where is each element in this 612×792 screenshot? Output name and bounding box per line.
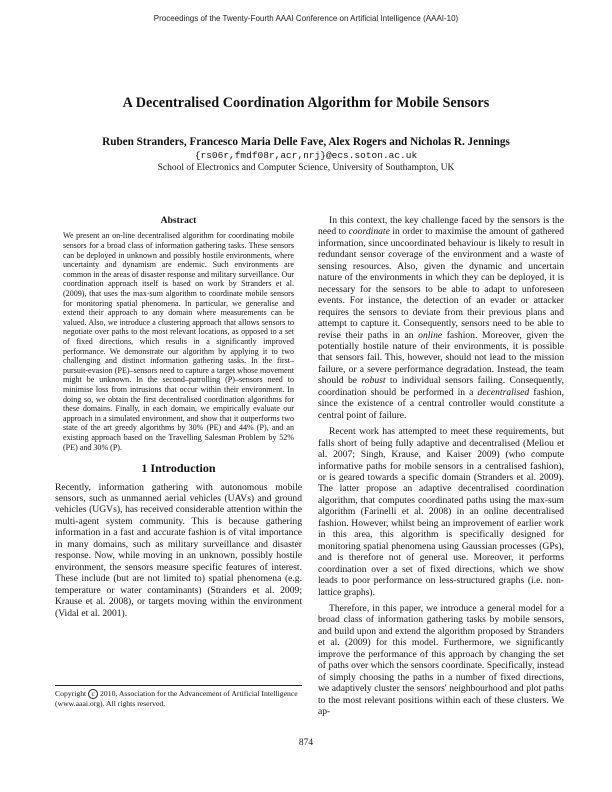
author-names: Ruben Stranders, Francesco Maria Delle Fave, Alex Rogers and Nicholas R. Jennings — [102, 136, 510, 148]
text-run: to individual sensors failing. Consequently, coordination should be performed in a — [318, 375, 564, 398]
left-column — [55, 215, 302, 619]
text-run: fashion, since the existence of a central controller would constitute a central point of failure. — [318, 386, 564, 421]
intro-paragraph-1: Recently, information gathering with autonomous mobile sensors, such as unmanned aerial vehicles (UAVs) and ground vehicles (UGVs), has received considerable attention within the multi-agent system community. This is because gathering information in a fast and accurate fashion is of vital importance in many domains, such as military surveillance and disaster response. Now, while moving in an unknown, possibly hostile environment, the sensors measure specific features of interest. These include (but are not limited to) spatial phenomena (e.g. temperature or water contaminants) (Stranders et al. 2009; Krause et al. 2008), or targets moving within the environment (Vidal et al. 2001). — [55, 481, 302, 619]
right-paragraph-2: Recent work has attempted to meet these requirements, but falls short of being fully adaptive and decentralised (Meliou et al. 2007; Singh, Krause, and Kaiser 2009) (who compute informative paths for mobile sensors in a centralised fashion), or is geared towards a specific domain (Stranders et al. 2009). The latter propose an adaptive decentralised coordination algorithm, that computes coordinated paths using the max-sum algorithm (Farinelli et al. 2008) in an online decentralised fashion. However, whilst being an improvement of earlier work in this area, this algorithm is specifically designed for monitoring spatial phenomena using Gaussian processes (GPs), and is therefore not of general use. Moreover, it performs coordination over a set of fixed directions, which we show leads to poor performance on less-structured graphs (i.e. non-lattice graphs). — [318, 426, 564, 598]
right-column — [318, 215, 564, 717]
author-affiliation: School of Electronics and Computer Science, University of Southampton, UK — [157, 163, 455, 173]
page-number: 874 — [298, 738, 314, 748]
text-run: fashion. Moreover, given the potentially hostile nature of their environments, it is possible that sensors fail. This, however, should not lead to the mission failure, or a severe performance degradation. Instead, the team should be — [318, 329, 564, 387]
text-run: in order to maximise the amount of gathered information, since uncoordinated behaviour is likely to result in redundant sensor coverage of the environment and a waste of sensing resources. Also, given the dynamic and uncertain nature of the environments in which they can be deployed, it is necessary for the sensors to be able to adapt to unforeseen events. For instance, the detection of an evader or attacker requires the sensors to deviate from their previous plans and attempt to capture it. Consequently, sensors need to be able to revise their paths in an — [318, 226, 565, 341]
abstract-heading: Abstract — [160, 215, 197, 226]
author-emails: {rs06r,fmdf08r,acr,nrj}@ecs.soton.ac.uk — [194, 150, 418, 161]
author-block — [0, 136, 612, 175]
emphasis-robust: robust — [361, 375, 386, 387]
right-paragraph-1 — [318, 215, 564, 421]
emphasis-coordinate: coordinate — [348, 226, 390, 238]
section-heading-introduction: 1 Introduction — [141, 461, 216, 476]
copyright-icon: c — [88, 689, 98, 699]
paper-title: A Decentralised Coordination Algorithm for Mobile Sensors — [122, 95, 490, 111]
abstract-text: We present an on-line decentralised algorithm for coordinating mobile sensors for a broad class of information gathering tasks. These sensors can be deployed in unknown and possibly hostile environments, where uncertainty and dynamism are endemic. Such environments are common in the areas of disaster response and military surveillance. Our coordination approach itself is based on work by Stranders et al. (2009), that uses the max-sum algorithm to coordinate mobile sensors for monitoring spatial phenomena. In particular, we generalise and extend their approach to any domain where measurements can be valued. Also, we introduce a clustering approach that allows sensors to negotiate over paths to the most relevant locations, as opposed to a set of fixed directions, which results in a significantly improved performance. We demonstrate our algorithm by applying it to two challenging and distinct information gathering tasks. In the first–pursuit-evasion (PE)–sensors need to capture a target whose movement might be unknown. In the second–patrolling (P)–sensors need to minimise loss from intrusions that occur within their environment. In doing so, we obtain the first decentralised coordination algorithms for these domains. Finally, in each domain, we empirically evaluate our approach in a simulated environment, and show that it outperforms two state of the art greedy algorithms by 30% (PE) and 44% (P), and an existing approach based on the Travelling Salesman Problem by 52% (PE) and 30% (P). — [63, 231, 294, 452]
emphasis-decentralised: decentralised — [477, 386, 530, 398]
text-run: In this context, the key challenge faced by the sensors is the need to — [318, 215, 564, 238]
right-paragraph-3: Therefore, in this paper, we introduce a general model for a broad class of information gathering tasks by mobile sensors, and build upon and extend the algorithm proposed by Stranders et al. (2009) for this model. Furthermore, we significantly improve the performance of this approach by changing the set of paths over which the sensors coordinate. Specifically, instead of simply choosing the paths in a number of fixed directions, we adaptively cluster the sensors' neighbourhood and plot paths to the most relevant positions within each of these clusters. We ap- — [318, 602, 564, 718]
copyright-text: 2010, Association for the Advancement of Artificial Intelligence (www.aaai.org). All rights reserved. — [55, 689, 298, 708]
proceedings-header: Proceedings of the Twenty-Fourth AAAI Conference on Artificial Intelligence (AAAI-10) — [153, 14, 459, 23]
copyright-notice — [55, 685, 302, 709]
copyright-prefix: Copyright — [55, 689, 87, 698]
emphasis-online: online — [418, 329, 443, 341]
